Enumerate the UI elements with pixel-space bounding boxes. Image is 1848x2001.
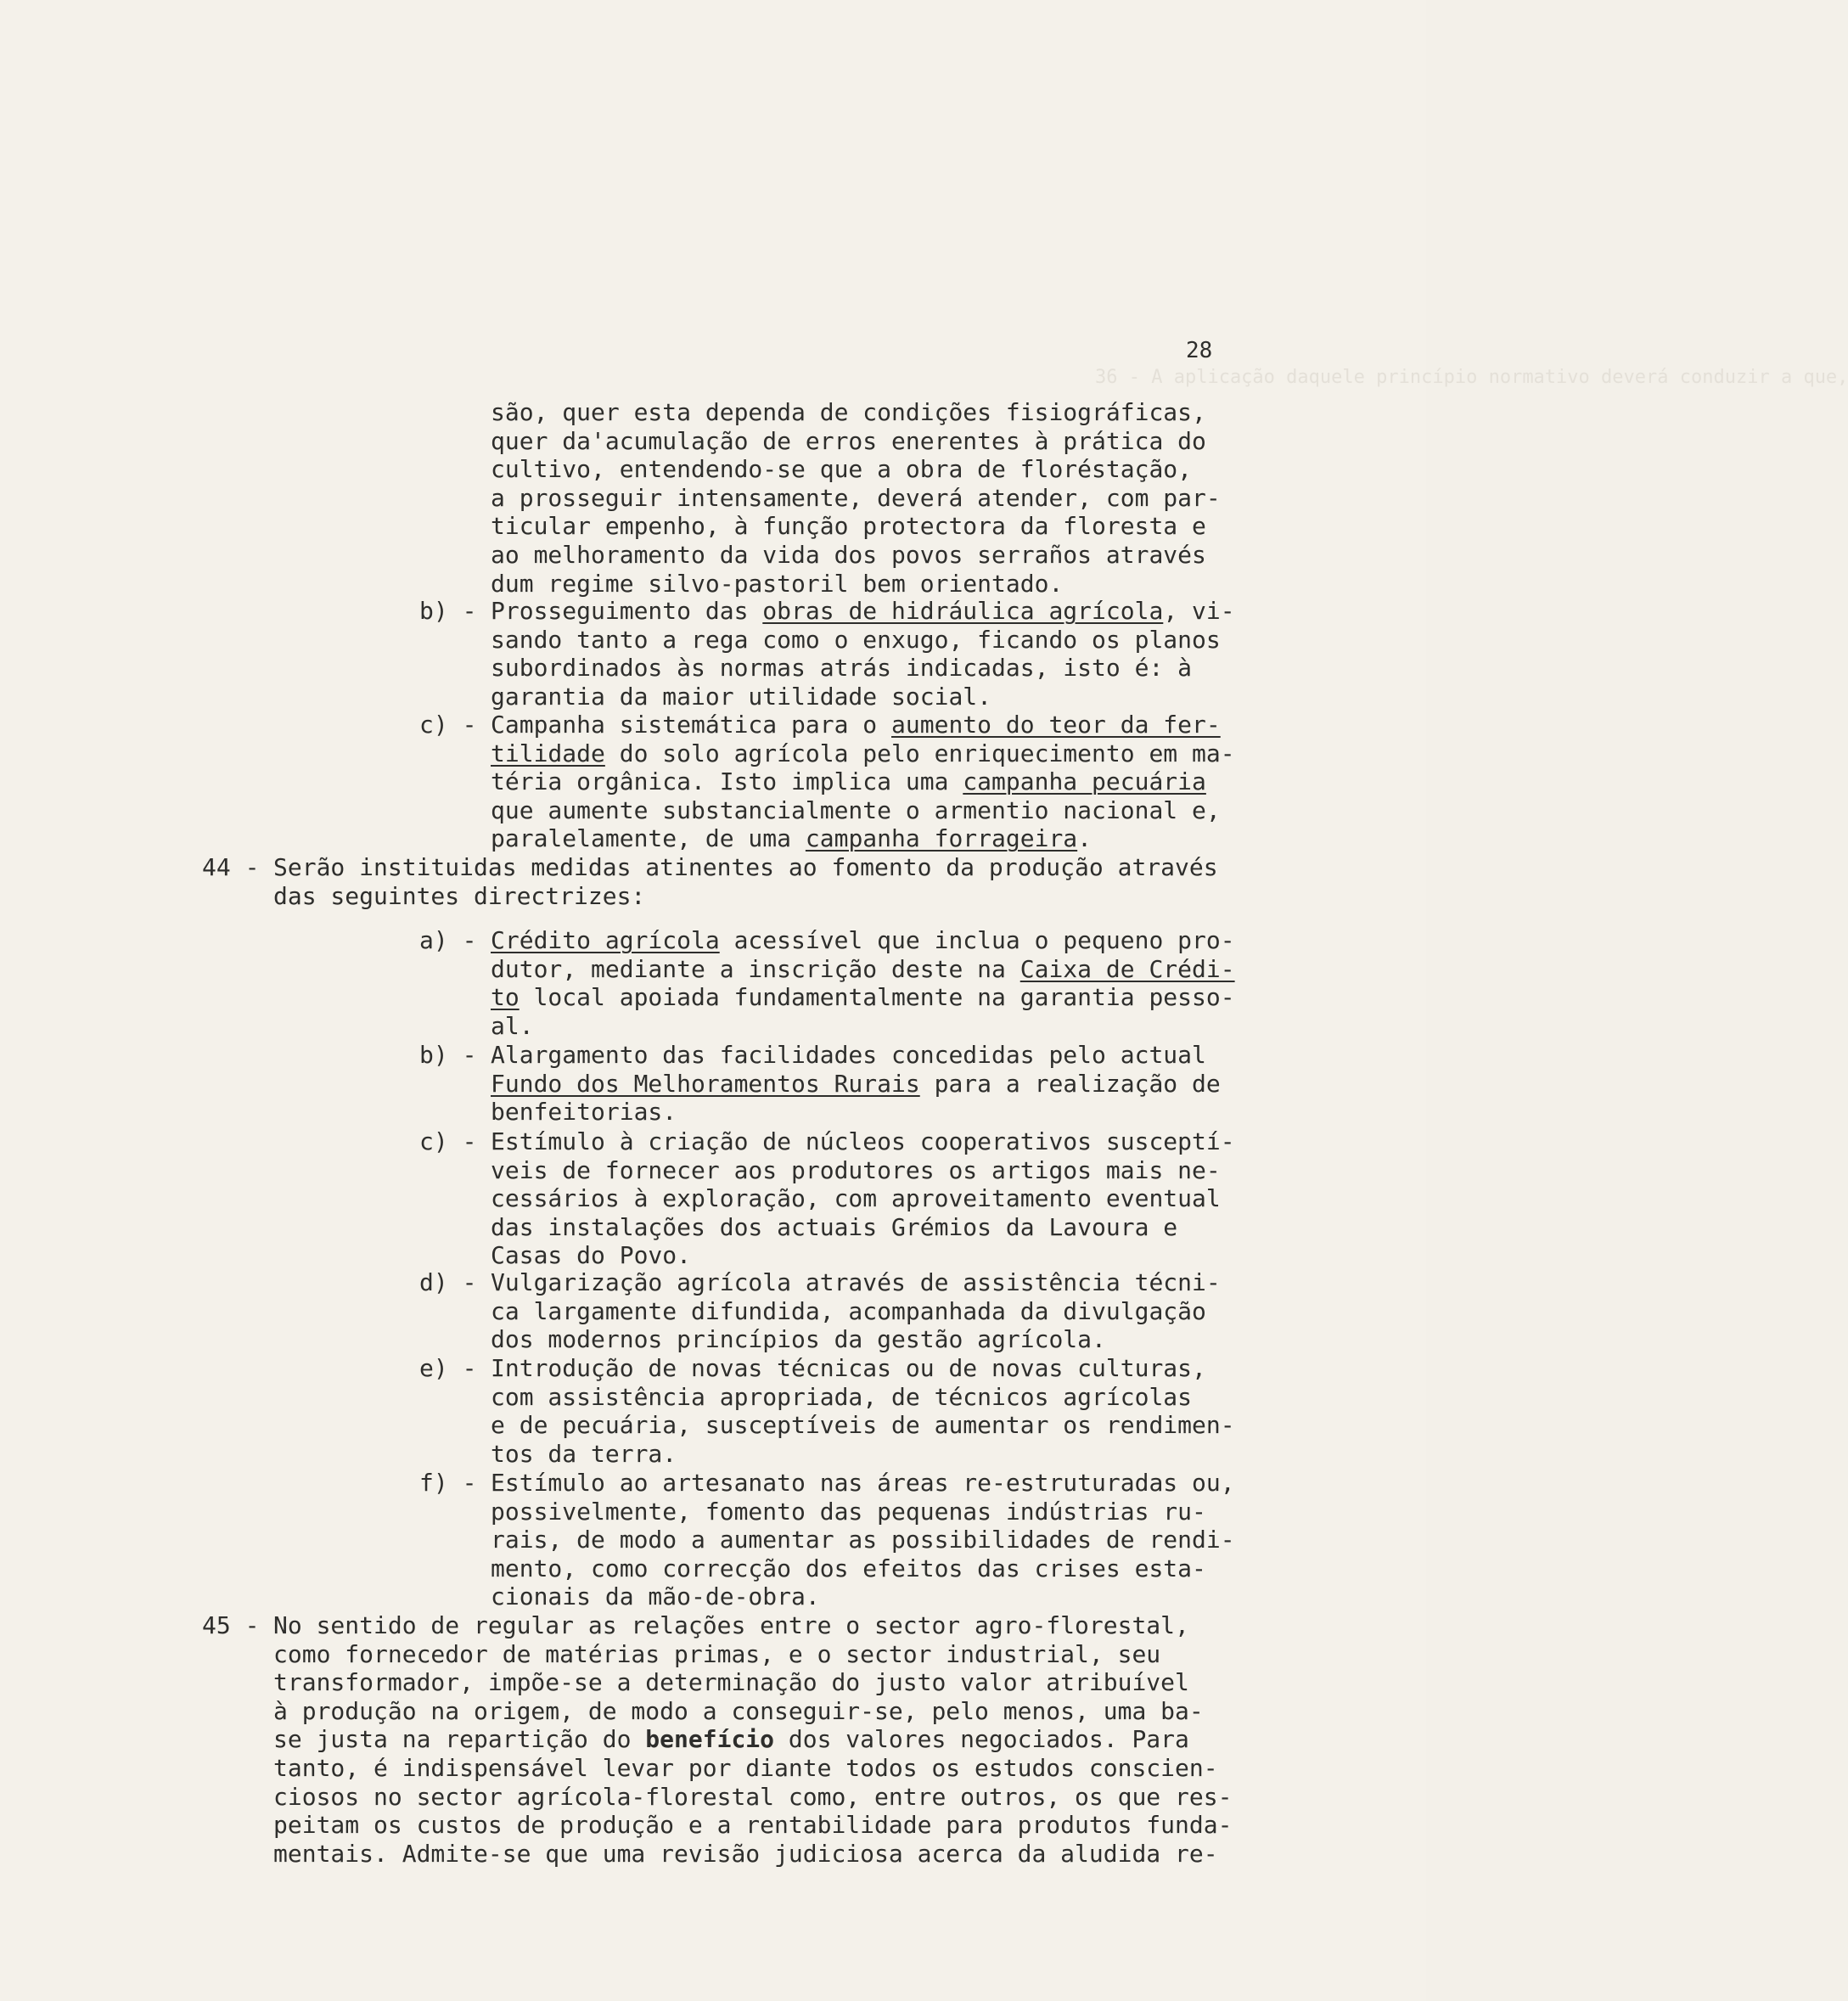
text-line: cionais da mão-de-obra.	[491, 1582, 820, 1611]
text-line: al.	[491, 1011, 534, 1040]
text-segment: se justa na repartição do	[273, 1725, 646, 1754]
text-segment: do solo agrícola pelo enriquecimento em ma-	[604, 739, 1235, 767]
text-segment: Prosseguimento das	[491, 597, 763, 625]
text-line	[491, 768, 1206, 795]
text-line: peitam os custos de produção e a rentabilidade para produtos funda-	[273, 1811, 1233, 1840]
text-line: que aumente substancialmente o armentio nacional e,	[491, 795, 1221, 824]
text-line	[273, 1726, 1189, 1753]
text-line: tanto, é indispensável levar por diante todos os estudos conscien-	[273, 1754, 1218, 1782]
text-segment: dos valores negociados. Para	[774, 1725, 1189, 1754]
text-line: rais, de modo a aumentar as possibilidades de rendi-	[491, 1526, 1235, 1554]
text-line: garantia da maior utilidade social.	[491, 682, 992, 711]
underlined-text: to	[491, 983, 520, 1012]
underlined-text: campanha pecuária	[963, 767, 1206, 796]
item-label: c) -	[419, 711, 477, 739]
underlined-text: Fundo dos Melhoramentos Rurais	[491, 1069, 920, 1098]
text-line: cultivo, entendendo-se que a obra de floréstação,	[491, 455, 1193, 484]
underlined-text: campanha forrageira	[805, 824, 1078, 853]
underlined-text: tilidade	[491, 739, 605, 767]
text-line: subordinados às normas atrás indicadas, isto é: à	[491, 654, 1193, 683]
text-segment: Campanha sistemática para o	[491, 711, 892, 739]
text-line: com assistência apropriada, de técnicos agrícolas	[491, 1382, 1193, 1411]
underlined-text: Crédito agrícola	[491, 926, 720, 954]
text-line	[491, 740, 1235, 767]
text-line: Vulgarização agrícola através de assistência técni-	[491, 1268, 1221, 1296]
text-line: benfeitorias.	[491, 1098, 677, 1127]
text-line: Serão instituidas medidas atinentes ao fomento da produção através	[273, 853, 1218, 881]
underlined-text: Caixa de Crédi-	[1019, 954, 1235, 983]
text-line: possivelmente, fomento das pequenas indústrias ru-	[491, 1497, 1206, 1526]
text-line: dos modernos princípios da gestão agrícola.	[491, 1325, 1106, 1354]
text-line: Estímulo à criação de núcleos cooperativos susceptí-	[491, 1127, 1235, 1155]
text-line: são, quer esta dependa de condições fisiográficas,	[491, 398, 1206, 426]
text-segment: para a realização de	[919, 1069, 1221, 1098]
text-line: a prosseguir intensamente, deverá atender, com par-	[491, 483, 1221, 512]
text-line: e de pecuária, susceptíveis de aumentar os rendimen-	[491, 1411, 1235, 1440]
text-line: como fornecedor de matérias primas, e o sector industrial, seu	[273, 1639, 1161, 1668]
underlined-text: obras de hidráulica agrícola	[762, 597, 1164, 625]
text-line: mento, como correcção dos efeitos das crises esta-	[491, 1554, 1206, 1582]
item-label: a) -	[419, 926, 477, 954]
text-line: sando tanto a rega como o enxugo, ficando os planos	[491, 625, 1221, 654]
bleed-through-text: 36 - A aplicação daquele princípio normativo deverá conduzir a que,	[1095, 367, 1848, 388]
page-number: 28	[1186, 338, 1213, 363]
item-label: e) -	[419, 1354, 477, 1382]
text-line: veis de fornecer aos produtores os artigos mais ne-	[491, 1155, 1221, 1184]
item-label: b) -	[419, 597, 477, 625]
text-line: dum regime silvo-pastoril bem orientado.	[491, 569, 1064, 598]
text-line: ao melhoramento da vida dos povos serraños através	[491, 541, 1206, 569]
text-line: ca largamente difundida, acompanhada da divulgação	[491, 1296, 1206, 1325]
text-line	[491, 984, 1235, 1011]
text-segment: local apoiada fundamentalmente na garantia pesso-	[519, 983, 1235, 1012]
text-segment: téria orgânica. Isto implica uma	[491, 767, 963, 796]
text-line: Alargamento das facilidades concedidas pelo actual	[491, 1041, 1206, 1069]
text-line	[491, 1071, 1221, 1098]
text-line: das seguintes directrizes:	[273, 881, 646, 910]
text-segment: dutor, mediante a inscrição deste na	[491, 954, 1020, 983]
text-line: Estímulo ao artesanato nas áreas re-estruturadas ou,	[491, 1469, 1235, 1497]
text-line: quer da'acumulação de erros enerentes à prática do	[491, 426, 1206, 455]
text-line: No sentido de regular as relações entre o sector agro-florestal,	[273, 1611, 1189, 1639]
text-line: das instalações dos actuais Grémios da Lavoura e	[491, 1212, 1178, 1241]
text-segment: , vi-	[1163, 597, 1235, 625]
text-line	[491, 598, 1235, 625]
text-line	[491, 711, 1221, 739]
item-label: b) -	[419, 1041, 477, 1069]
text-line: transformador, impõe-se a determinação do justo valor atribuível	[273, 1668, 1189, 1697]
item-label: 44 -	[202, 853, 260, 881]
text-line: Casas do Povo.	[491, 1241, 692, 1270]
text-line: ticular empenho, à função protectora da floresta e	[491, 512, 1206, 541]
text-segment: acessível que inclua o pequeno pro-	[719, 926, 1235, 954]
item-label: f) -	[419, 1469, 477, 1497]
text-line: ciosos no sector agrícola-florestal como, entre outros, os que res-	[273, 1782, 1233, 1811]
text-line	[491, 927, 1235, 954]
item-label: d) -	[419, 1268, 477, 1296]
underlined-text: aumento do teor da fer-	[891, 711, 1221, 739]
text-segment: benefício	[645, 1725, 775, 1754]
text-line: mentais. Admite-se que uma revisão judiciosa acerca da aludida re-	[273, 1839, 1218, 1868]
text-line: tos da terra.	[491, 1439, 677, 1468]
text-line: Introdução de novas técnicas ou de novas culturas,	[491, 1354, 1206, 1382]
item-label: c) -	[419, 1127, 477, 1155]
text-line	[491, 825, 1092, 852]
text-segment: .	[1077, 824, 1093, 853]
text-segment: paralelamente, de uma	[491, 824, 806, 853]
text-line	[491, 956, 1235, 983]
text-line: cessários à exploração, com aproveitamento eventual	[491, 1184, 1221, 1213]
item-label: 45 -	[202, 1611, 260, 1639]
text-line: à produção na origem, de modo a conseguir-se, pelo menos, uma ba-	[273, 1696, 1204, 1725]
